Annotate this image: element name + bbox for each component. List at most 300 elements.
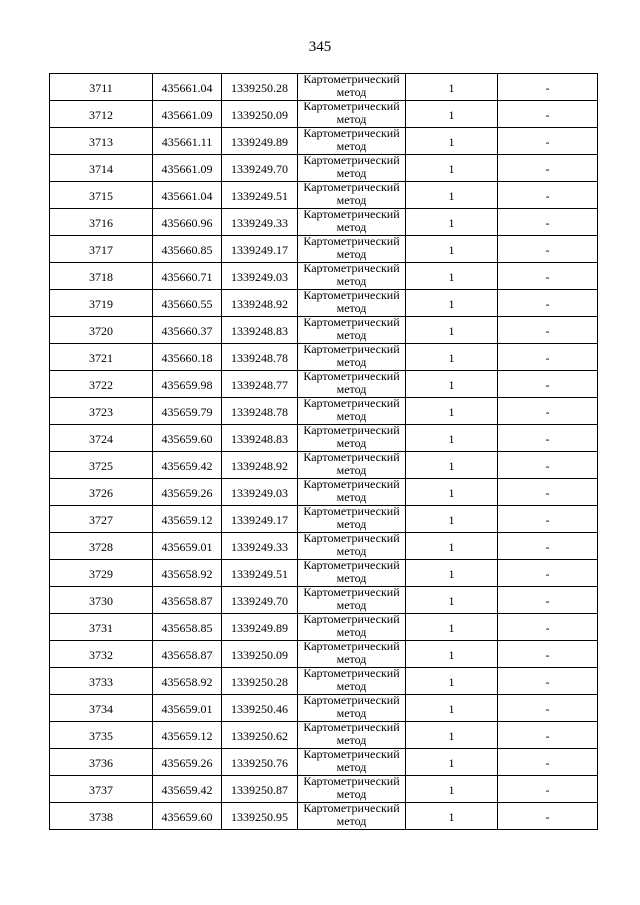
accuracy-text: 1 <box>448 782 455 797</box>
table-row <box>50 560 598 587</box>
method-cell <box>298 425 406 452</box>
x-coordinate-cell <box>153 74 222 101</box>
coordinates-table-body <box>50 74 598 830</box>
method-text: Картометрический метод <box>303 343 400 369</box>
method-text: Картометрический метод <box>303 73 400 99</box>
method-cell <box>298 641 406 668</box>
note-text: - <box>545 512 550 527</box>
note-cell <box>498 128 598 155</box>
y-coordinate-cell <box>222 317 298 344</box>
y-coordinate-text: 1339249.70 <box>231 161 288 176</box>
accuracy-cell <box>406 776 498 803</box>
method-cell <box>298 695 406 722</box>
accuracy-text: 1 <box>448 593 455 608</box>
point-number-text: 3714 <box>89 161 113 176</box>
accuracy-cell <box>406 344 498 371</box>
note-text: - <box>545 755 550 770</box>
accuracy-text: 1 <box>448 80 455 95</box>
y-coordinate-text: 1339249.03 <box>231 485 288 500</box>
accuracy-cell <box>406 506 498 533</box>
point-number-cell <box>50 803 153 830</box>
accuracy-text: 1 <box>448 242 455 257</box>
point-number-text: 3715 <box>89 188 113 203</box>
table-row <box>50 371 598 398</box>
table-row <box>50 506 598 533</box>
x-coordinate-text: 435660.18 <box>161 350 213 365</box>
point-number-text: 3719 <box>89 296 113 311</box>
x-coordinate-text: 435659.60 <box>161 431 213 446</box>
x-coordinate-text: 435660.85 <box>161 242 213 257</box>
point-number-text: 3711 <box>89 80 113 95</box>
note-text: - <box>545 485 550 500</box>
method-text: Картометрический метод <box>303 289 400 315</box>
table-row <box>50 398 598 425</box>
method-cell <box>298 398 406 425</box>
method-text: Картометрический метод <box>303 316 400 342</box>
point-number-text: 3724 <box>89 431 113 446</box>
method-cell <box>298 317 406 344</box>
table-row <box>50 479 598 506</box>
accuracy-cell <box>406 803 498 830</box>
table-row <box>50 236 598 263</box>
y-coordinate-cell <box>222 101 298 128</box>
method-text: Картометрический метод <box>303 505 400 531</box>
table-row <box>50 182 598 209</box>
note-text: - <box>545 377 550 392</box>
note-text: - <box>545 458 550 473</box>
point-number-text: 3730 <box>89 593 113 608</box>
table-row <box>50 749 598 776</box>
accuracy-text: 1 <box>448 215 455 230</box>
note-cell <box>498 155 598 182</box>
table-row <box>50 128 598 155</box>
y-coordinate-text: 1339248.92 <box>231 458 288 473</box>
method-cell <box>298 722 406 749</box>
y-coordinate-cell <box>222 128 298 155</box>
method-text: Картометрический метод <box>303 154 400 180</box>
note-text: - <box>545 134 550 149</box>
note-cell <box>498 479 598 506</box>
accuracy-text: 1 <box>448 701 455 716</box>
point-number-text: 3717 <box>89 242 113 257</box>
method-cell <box>298 371 406 398</box>
point-number-text: 3722 <box>89 377 113 392</box>
x-coordinate-cell <box>153 479 222 506</box>
y-coordinate-cell <box>222 371 298 398</box>
method-cell <box>298 155 406 182</box>
point-number-cell <box>50 749 153 776</box>
y-coordinate-text: 1339250.28 <box>231 674 288 689</box>
y-coordinate-text: 1339249.51 <box>231 566 288 581</box>
point-number-text: 3712 <box>89 107 113 122</box>
y-coordinate-cell <box>222 776 298 803</box>
x-coordinate-text: 435661.04 <box>161 80 213 95</box>
point-number-cell <box>50 128 153 155</box>
note-text: - <box>545 431 550 446</box>
y-coordinate-cell <box>222 74 298 101</box>
note-cell <box>498 398 598 425</box>
method-text: Картометрический метод <box>303 667 400 693</box>
y-coordinate-text: 1339250.09 <box>231 107 288 122</box>
x-coordinate-cell <box>153 722 222 749</box>
note-cell <box>498 344 598 371</box>
table-row <box>50 641 598 668</box>
page-number: 345 <box>308 39 332 55</box>
y-coordinate-cell <box>222 533 298 560</box>
accuracy-text: 1 <box>448 647 455 662</box>
x-coordinate-cell <box>153 749 222 776</box>
x-coordinate-cell <box>153 803 222 830</box>
y-coordinate-cell <box>222 209 298 236</box>
y-coordinate-cell <box>222 398 298 425</box>
y-coordinate-text: 1339249.70 <box>231 593 288 608</box>
note-text: - <box>545 728 550 743</box>
accuracy-cell <box>406 101 498 128</box>
x-coordinate-cell <box>153 587 222 614</box>
y-coordinate-text: 1339248.77 <box>231 377 288 392</box>
accuracy-text: 1 <box>448 107 455 122</box>
method-text: Картометрический метод <box>303 100 400 126</box>
y-coordinate-text: 1339248.78 <box>231 404 288 419</box>
accuracy-text: 1 <box>448 809 455 824</box>
note-text: - <box>545 350 550 365</box>
x-coordinate-text: 435660.71 <box>161 269 213 284</box>
y-coordinate-text: 1339250.87 <box>231 782 288 797</box>
x-coordinate-cell <box>153 101 222 128</box>
y-coordinate-cell <box>222 641 298 668</box>
point-number-cell <box>50 398 153 425</box>
y-coordinate-cell <box>222 425 298 452</box>
x-coordinate-cell <box>153 668 222 695</box>
y-coordinate-cell <box>222 290 298 317</box>
y-coordinate-text: 1339249.17 <box>231 512 288 527</box>
method-cell <box>298 101 406 128</box>
accuracy-text: 1 <box>448 404 455 419</box>
note-text: - <box>545 296 550 311</box>
x-coordinate-text: 435659.12 <box>161 512 213 527</box>
accuracy-cell <box>406 560 498 587</box>
note-text: - <box>545 674 550 689</box>
accuracy-cell <box>406 74 498 101</box>
note-cell <box>498 668 598 695</box>
note-text: - <box>545 809 550 824</box>
method-cell <box>298 506 406 533</box>
accuracy-cell <box>406 182 498 209</box>
point-number-cell <box>50 695 153 722</box>
x-coordinate-text: 435659.98 <box>161 377 213 392</box>
table-row <box>50 668 598 695</box>
table-row <box>50 317 598 344</box>
method-text: Картометрический метод <box>303 127 400 153</box>
point-number-cell <box>50 560 153 587</box>
method-cell <box>298 614 406 641</box>
point-number-cell <box>50 776 153 803</box>
method-text: Картометрический метод <box>303 235 400 261</box>
accuracy-text: 1 <box>448 161 455 176</box>
note-text: - <box>545 161 550 176</box>
note-cell <box>498 533 598 560</box>
accuracy-cell <box>406 425 498 452</box>
point-number-text: 3716 <box>89 215 113 230</box>
note-cell <box>498 290 598 317</box>
y-coordinate-text: 1339249.51 <box>231 188 288 203</box>
method-text: Картометрический метод <box>303 748 400 774</box>
accuracy-cell <box>406 236 498 263</box>
x-coordinate-text: 435658.87 <box>161 647 213 662</box>
point-number-cell <box>50 506 153 533</box>
method-text: Картометрический метод <box>303 613 400 639</box>
y-coordinate-cell <box>222 182 298 209</box>
accuracy-cell <box>406 398 498 425</box>
x-coordinate-text: 435659.26 <box>161 755 213 770</box>
note-cell <box>498 506 598 533</box>
table-row <box>50 344 598 371</box>
y-coordinate-text: 1339248.78 <box>231 350 288 365</box>
x-coordinate-cell <box>153 776 222 803</box>
point-number-cell <box>50 479 153 506</box>
accuracy-cell <box>406 128 498 155</box>
note-text: - <box>545 269 550 284</box>
y-coordinate-cell <box>222 155 298 182</box>
y-coordinate-text: 1339250.62 <box>231 728 288 743</box>
x-coordinate-cell <box>153 452 222 479</box>
method-cell <box>298 263 406 290</box>
x-coordinate-cell <box>153 236 222 263</box>
note-cell <box>498 263 598 290</box>
note-cell <box>498 425 598 452</box>
accuracy-text: 1 <box>448 620 455 635</box>
y-coordinate-cell <box>222 506 298 533</box>
method-cell <box>298 209 406 236</box>
accuracy-cell <box>406 371 498 398</box>
y-coordinate-cell <box>222 344 298 371</box>
point-number-text: 3727 <box>89 512 113 527</box>
x-coordinate-text: 435660.55 <box>161 296 213 311</box>
point-number-text: 3718 <box>89 269 113 284</box>
point-number-cell <box>50 209 153 236</box>
x-coordinate-cell <box>153 506 222 533</box>
note-cell <box>498 776 598 803</box>
table-row <box>50 722 598 749</box>
accuracy-text: 1 <box>448 458 455 473</box>
point-number-cell <box>50 452 153 479</box>
point-number-text: 3738 <box>89 809 113 824</box>
x-coordinate-text: 435659.01 <box>161 539 213 554</box>
x-coordinate-cell <box>153 614 222 641</box>
x-coordinate-cell <box>153 425 222 452</box>
accuracy-cell <box>406 317 498 344</box>
point-number-cell <box>50 317 153 344</box>
point-number-text: 3735 <box>89 728 113 743</box>
point-number-text: 3737 <box>89 782 113 797</box>
y-coordinate-text: 1339250.95 <box>231 809 288 824</box>
x-coordinate-cell <box>153 695 222 722</box>
method-cell <box>298 803 406 830</box>
note-cell <box>498 317 598 344</box>
method-cell <box>298 479 406 506</box>
method-text: Картометрический метод <box>303 721 400 747</box>
note-cell <box>498 101 598 128</box>
note-text: - <box>545 242 550 257</box>
point-number-cell <box>50 236 153 263</box>
x-coordinate-text: 435661.04 <box>161 188 213 203</box>
point-number-cell <box>50 533 153 560</box>
method-text: Картометрический метод <box>303 370 400 396</box>
x-coordinate-cell <box>153 317 222 344</box>
accuracy-cell <box>406 533 498 560</box>
accuracy-text: 1 <box>448 188 455 203</box>
note-cell <box>498 614 598 641</box>
y-coordinate-text: 1339249.89 <box>231 134 288 149</box>
table-row <box>50 533 598 560</box>
accuracy-text: 1 <box>448 431 455 446</box>
note-text: - <box>545 215 550 230</box>
accuracy-cell <box>406 209 498 236</box>
y-coordinate-cell <box>222 236 298 263</box>
note-cell <box>498 587 598 614</box>
y-coordinate-text: 1339248.83 <box>231 323 288 338</box>
note-cell <box>498 452 598 479</box>
x-coordinate-text: 435658.87 <box>161 593 213 608</box>
method-text: Картометрический метод <box>303 802 400 828</box>
accuracy-text: 1 <box>448 512 455 527</box>
accuracy-text: 1 <box>448 674 455 689</box>
note-cell <box>498 371 598 398</box>
y-coordinate-cell <box>222 587 298 614</box>
point-number-cell <box>50 587 153 614</box>
method-cell <box>298 236 406 263</box>
method-text: Картометрический метод <box>303 586 400 612</box>
x-coordinate-cell <box>153 128 222 155</box>
point-number-cell <box>50 371 153 398</box>
note-cell <box>498 749 598 776</box>
x-coordinate-cell <box>153 155 222 182</box>
method-cell <box>298 776 406 803</box>
point-number-text: 3732 <box>89 647 113 662</box>
point-number-text: 3736 <box>89 755 113 770</box>
method-text: Картометрический метод <box>303 694 400 720</box>
method-cell <box>298 560 406 587</box>
point-number-cell <box>50 74 153 101</box>
note-cell <box>498 641 598 668</box>
method-cell <box>298 182 406 209</box>
method-cell <box>298 290 406 317</box>
point-number-cell <box>50 614 153 641</box>
method-cell <box>298 74 406 101</box>
accuracy-text: 1 <box>448 134 455 149</box>
note-cell <box>498 209 598 236</box>
point-number-text: 3734 <box>89 701 113 716</box>
point-number-cell <box>50 344 153 371</box>
table-row <box>50 155 598 182</box>
point-number-text: 3720 <box>89 323 113 338</box>
x-coordinate-cell <box>153 344 222 371</box>
y-coordinate-cell <box>222 803 298 830</box>
accuracy-cell <box>406 587 498 614</box>
x-coordinate-cell <box>153 290 222 317</box>
method-text: Картометрический метод <box>303 559 400 585</box>
y-coordinate-text: 1339249.33 <box>231 215 288 230</box>
y-coordinate-text: 1339250.46 <box>231 701 288 716</box>
x-coordinate-text: 435658.92 <box>161 674 213 689</box>
x-coordinate-text: 435660.96 <box>161 215 213 230</box>
point-number-text: 3725 <box>89 458 113 473</box>
point-number-cell <box>50 290 153 317</box>
accuracy-cell <box>406 695 498 722</box>
table-row <box>50 425 598 452</box>
y-coordinate-cell <box>222 668 298 695</box>
note-text: - <box>545 620 550 635</box>
y-coordinate-cell <box>222 749 298 776</box>
accuracy-cell <box>406 479 498 506</box>
method-cell <box>298 587 406 614</box>
table-row <box>50 74 598 101</box>
note-cell <box>498 803 598 830</box>
accuracy-text: 1 <box>448 350 455 365</box>
accuracy-cell <box>406 263 498 290</box>
note-cell <box>498 722 598 749</box>
table-row <box>50 290 598 317</box>
accuracy-text: 1 <box>448 296 455 311</box>
x-coordinate-cell <box>153 209 222 236</box>
x-coordinate-text: 435661.11 <box>161 134 213 149</box>
accuracy-cell <box>406 641 498 668</box>
method-text: Картометрический метод <box>303 478 400 504</box>
point-number-text: 3721 <box>89 350 113 365</box>
x-coordinate-text: 435658.92 <box>161 566 213 581</box>
table-row <box>50 587 598 614</box>
x-coordinate-cell <box>153 398 222 425</box>
table-row <box>50 803 598 830</box>
accuracy-text: 1 <box>448 485 455 500</box>
note-cell <box>498 560 598 587</box>
point-number-cell <box>50 641 153 668</box>
accuracy-text: 1 <box>448 539 455 554</box>
y-coordinate-cell <box>222 452 298 479</box>
y-coordinate-cell <box>222 614 298 641</box>
x-coordinate-text: 435659.12 <box>161 728 213 743</box>
table-row <box>50 263 598 290</box>
point-number-text: 3713 <box>89 134 113 149</box>
x-coordinate-text: 435659.79 <box>161 404 213 419</box>
y-coordinate-text: 1339249.03 <box>231 269 288 284</box>
x-coordinate-text: 435659.42 <box>161 782 213 797</box>
table-row <box>50 209 598 236</box>
method-text: Картометрический метод <box>303 262 400 288</box>
table-row <box>50 614 598 641</box>
method-text: Картометрический метод <box>303 775 400 801</box>
note-text: - <box>545 107 550 122</box>
method-text: Картометрический метод <box>303 208 400 234</box>
y-coordinate-cell <box>222 560 298 587</box>
accuracy-text: 1 <box>448 377 455 392</box>
note-text: - <box>545 188 550 203</box>
x-coordinate-cell <box>153 263 222 290</box>
note-text: - <box>545 593 550 608</box>
x-coordinate-cell <box>153 182 222 209</box>
point-number-text: 3728 <box>89 539 113 554</box>
coordinates-table <box>49 73 598 830</box>
method-cell <box>298 749 406 776</box>
method-text: Картометрический метод <box>303 397 400 423</box>
point-number-text: 3729 <box>89 566 113 581</box>
table-row <box>50 101 598 128</box>
method-cell <box>298 668 406 695</box>
x-coordinate-cell <box>153 371 222 398</box>
y-coordinate-text: 1339250.09 <box>231 647 288 662</box>
note-text: - <box>545 566 550 581</box>
method-cell <box>298 452 406 479</box>
